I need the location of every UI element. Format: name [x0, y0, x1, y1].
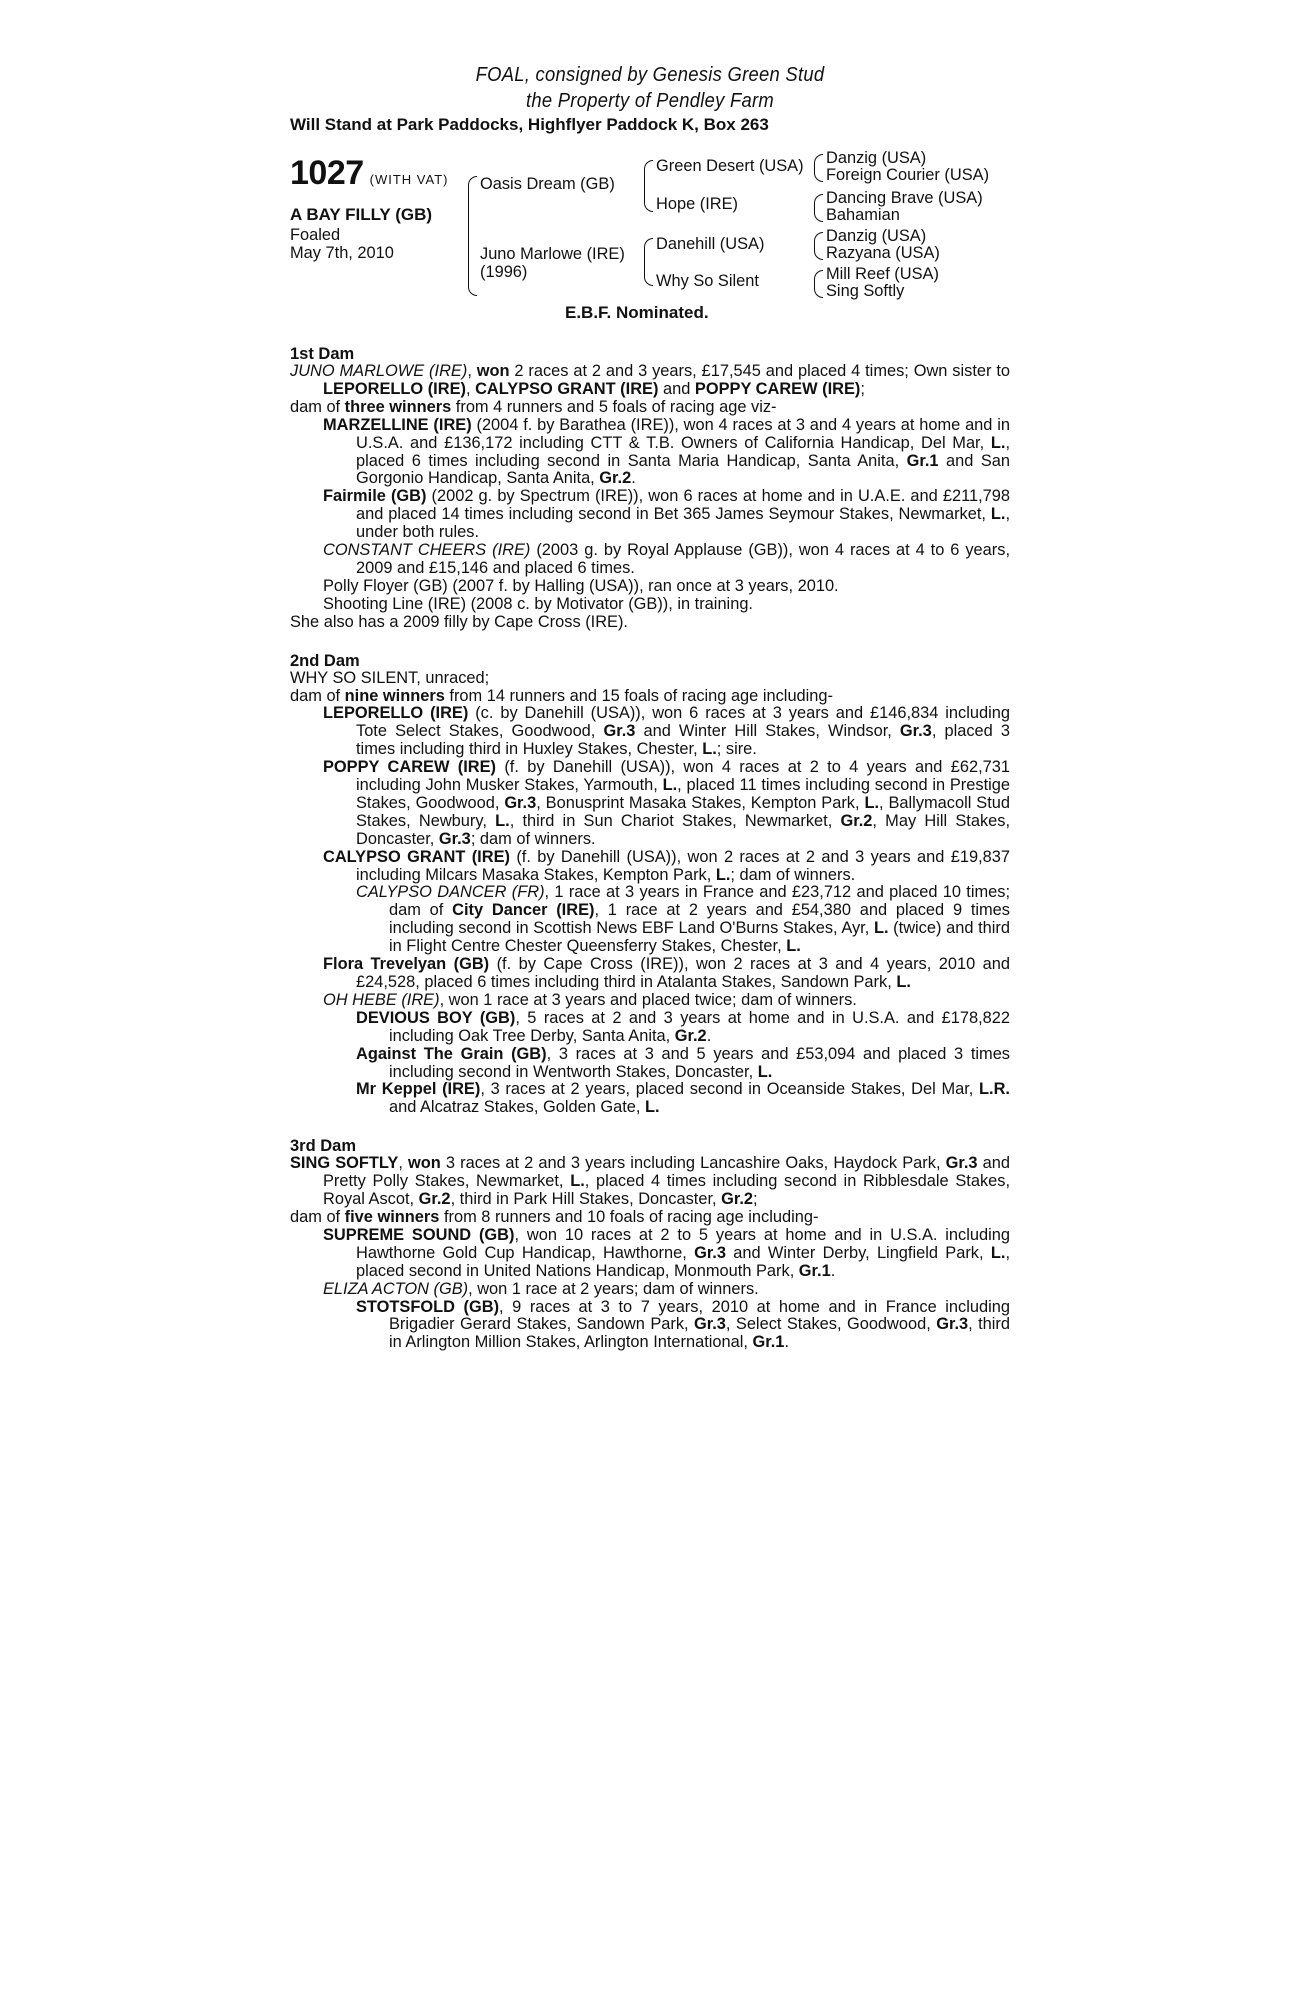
third-dam-section: [290, 1137, 1010, 1352]
text: and Pretty Polly Stakes, Newmarket,: [323, 1154, 1010, 1191]
horse-name: SING SOFTLY: [290, 1154, 399, 1173]
text: , 3 races at 2 years, placed second in Oceanside Stakes, Del Mar,: [480, 1080, 980, 1099]
ebf-nominated: E.B.F. Nominated.: [565, 303, 709, 322]
text: , Select Stakes, Goodwood,: [725, 1315, 937, 1334]
text: (twice) and third in Flight Centre Chester Queensferry Stakes, Chester,: [389, 919, 1010, 956]
progeny-constant-cheers: [290, 542, 1010, 578]
lot-name: A BAY FILLY (GB): [290, 205, 433, 224]
horse-name: MARZELLINE (IRE): [323, 415, 472, 434]
grade: L.: [702, 740, 717, 759]
progeny-oh-hebe: [290, 992, 1010, 1010]
text: (f. by Danehill (USA)), won 4 races at 2 to 4 years and £62,731 including John Musker Stakes, Yarmouth,: [356, 758, 1010, 795]
horse-name: OH HEBE (IRE): [323, 990, 440, 1009]
text: , third in Sun Chariot Stakes, Newmarket,: [509, 811, 841, 830]
second-dam-summary: [290, 670, 1010, 688]
text: , 3 races at 3 and 5 years and £53,094 and placed 3 times including second in Wentworth Stakes, Doncaster,: [389, 1044, 1011, 1081]
text: , Ballymacoll Stud Stakes, Newbury,: [356, 793, 1010, 830]
horse-name: DEVIOUS BOY (GB): [356, 1008, 516, 1027]
horse-name: CONSTANT CHEERS (IRE): [323, 541, 531, 560]
grade: Gr.2: [674, 1026, 707, 1045]
text: , won 1 race at 2 years; dam of winners.: [468, 1279, 759, 1298]
first-dam-produce-summary: [290, 399, 1010, 417]
text: ,: [467, 362, 477, 380]
third-dam-heading: 3rd Dam: [290, 1137, 357, 1156]
text: , won 10 races at 2 to 5 years at home and in U.S.A. including Hawthorne Gold Cup Handicap, Hawthorne,: [356, 1225, 1010, 1262]
grade: L.: [990, 1243, 1006, 1262]
text: 3 races at 2 and 3 years including Lancashire Oaks, Haydock Park,: [440, 1154, 946, 1173]
progeny-flora-trevelyan: [290, 956, 1010, 992]
won-label: won: [408, 1154, 441, 1173]
horse-name: Mr Keppel (IRE): [356, 1080, 481, 1099]
grade: Gr.1: [798, 1261, 831, 1280]
second-dam-produce-summary: [290, 688, 1010, 706]
dam-year: (1996): [480, 263, 528, 281]
horse-name: POPPY CAREW (IRE): [694, 379, 861, 398]
text: WHY SO SILENT, unraced;: [290, 668, 490, 687]
dam-sire: Danehill (USA): [656, 235, 765, 253]
horse-name: LEPORELLO (IRE): [323, 704, 469, 723]
grade: Gr.2: [721, 1190, 754, 1209]
grade: Gr.1: [906, 451, 939, 470]
text: ; dam of winners.: [730, 865, 856, 884]
progeny-shooting-line: [290, 596, 1010, 614]
first-dam-note: [290, 614, 1010, 632]
dam-dam: Why So Silent: [656, 272, 759, 290]
grade: L.: [990, 505, 1006, 524]
progeny-calypso-grant: [290, 849, 1010, 885]
grade: Gr.3: [694, 1243, 726, 1262]
text: (2002 g. by Spectrum (IRE)), won 6 races at home and in U.A.E. and £211,798 and placed 14 times including second in Bet 365 James Seymour Stakes, Newmarket,: [356, 487, 1010, 524]
lot-number-line: [290, 156, 448, 190]
progeny-fairmile: [290, 488, 1010, 542]
grade: L.: [873, 919, 889, 938]
text: and: [658, 379, 695, 398]
second-dam-section: [290, 652, 1010, 1118]
text: She also has a 2009 filly by Cape Cross (IRE).: [290, 612, 628, 631]
gg1: Danzig (USA): [826, 149, 927, 167]
text: (c. by Danehill (USA)), won 6 races at 3 years and £146,834 including Tote Select Stakes, Goodwood,: [356, 704, 1010, 741]
text: from 4 runners and 5 foals of racing age viz-: [451, 397, 777, 416]
text: , May Hill Stakes, Doncaster,: [356, 811, 1010, 848]
text: 2 races at 2 and 3 years, £17,545 and placed 4 times; Own sister to: [509, 362, 1011, 380]
sire-dam: Hope (IRE): [656, 195, 738, 213]
text: dam of: [290, 1207, 345, 1226]
brace-gg1: [814, 154, 823, 182]
progeny-against-the-grain: [290, 1046, 1010, 1082]
text: .: [784, 1333, 789, 1352]
text: and Alcatraz Stakes, Golden Gate,: [389, 1098, 646, 1117]
gg8: Sing Softly: [826, 282, 905, 300]
sire-sire: Green Desert (USA): [656, 157, 804, 175]
horse-name: Fairmile (GB): [323, 487, 427, 506]
text: , third in Arlington Million Stakes, Arlington International,: [389, 1315, 1010, 1352]
text: .: [631, 469, 636, 488]
brace-dam: [644, 238, 653, 286]
grade: Gr.3: [603, 722, 636, 741]
grade: L.: [757, 1062, 773, 1081]
grade: Gr.3: [945, 1154, 978, 1173]
text: , 1 race at 3 years in France and £23,712 and placed 10 times; dam of: [389, 883, 1011, 920]
grade: L.: [786, 937, 801, 956]
text: ,: [465, 379, 476, 398]
text: and San Gorgonio Handicap, Santa Anita,: [356, 451, 1010, 488]
horse-name: POPPY CAREW (IRE): [323, 758, 497, 777]
grade: L.: [495, 811, 510, 830]
text: Shooting Line (IRE) (2008 c. by Motivator (GB)), in training.: [323, 594, 753, 613]
text: (f. by Cape Cross (IRE)), won 2 races at 3 and 4 years, 2010 and £24,528, placed 6 times including third in Atalanta Stakes, Sandown Park,: [356, 955, 1010, 991]
won-label: won: [476, 362, 510, 380]
gg6: Razyana (USA): [826, 244, 940, 262]
text: .: [706, 1026, 712, 1045]
text: (2004 f. by Barathea (IRE)), won 4 races at 3 and 4 years at home and in U.S.A. and £136,172 including CTT & T.B. Owners of California Handicap, Del Mar,: [356, 415, 1010, 452]
text: ; sire.: [716, 740, 757, 759]
progeny-supreme-sound: [290, 1227, 1010, 1281]
grade: Gr.3: [694, 1315, 726, 1334]
dam: Juno Marlowe (IRE): [480, 245, 625, 263]
grade: Gr.1: [752, 1333, 785, 1352]
text: , won 1 race at 3 years and placed twice; dam of winners.: [439, 990, 857, 1009]
progeny-devious-boy: [290, 1010, 1010, 1046]
progeny-leporello: [290, 705, 1010, 759]
grade: L.: [896, 973, 911, 991]
text: , placed 6 times including second in Santa Maria Handicap, Santa Anita,: [356, 433, 1010, 470]
grade: Gr.2: [599, 469, 632, 488]
brace-gg4: [814, 270, 823, 298]
third-dam-produce-summary: [290, 1209, 1010, 1227]
horse-name: ELIZA ACTON (GB): [323, 1279, 469, 1298]
second-dam-heading: 2nd Dam: [290, 651, 360, 670]
vat-label: (WITH VAT): [369, 172, 449, 187]
text: from 8 runners and 10 foals of racing age including-: [439, 1207, 819, 1226]
horse-name: Flora Trevelyan (GB): [323, 955, 490, 974]
grade: L.R.: [979, 1080, 1010, 1099]
grade: L.: [570, 1172, 585, 1191]
grade: Gr.3: [438, 829, 471, 848]
sire: Oasis Dream (GB): [480, 175, 615, 193]
progeny-eliza-acton: [290, 1281, 1010, 1299]
text: dam of: [290, 686, 345, 705]
text: , 9 races at 3 to 7 years, 2010 at home and in France including Brigadier Gerard Stakes, Sandown Park,: [389, 1297, 1010, 1334]
gg4: Bahamian: [826, 206, 900, 224]
winners-count: three winners: [344, 397, 452, 416]
brace-gg3: [814, 232, 823, 260]
grade: L.: [990, 433, 1006, 452]
text: .: [830, 1261, 836, 1280]
progeny-poppy-carew: [290, 759, 1010, 849]
foaled-label: Foaled: [290, 226, 341, 244]
horse-name: SUPREME SOUND (GB): [323, 1225, 515, 1244]
brace-gg2: [814, 194, 823, 222]
text: (f. by Danehill (USA)), won 2 races at 2 and 3 years and £19,837 including Milcars Masaka Stakes, Kempton Park,: [356, 847, 1010, 884]
horse-name: CALYPSO GRANT (IRE): [475, 379, 659, 398]
text: , 5 races at 2 and 3 years at home and in U.S.A. and £178,822 including Oak Tree Derby, Santa Anita,: [389, 1008, 1010, 1045]
grade: Gr.2: [840, 811, 873, 830]
text: , placed 3 times including third in Huxley Stakes, Chester,: [356, 722, 1010, 759]
first-dam-summary: [290, 363, 1010, 399]
lot-number: 1027: [290, 154, 364, 192]
text: and Winter Derby, Lingfield Park,: [725, 1243, 991, 1262]
horse-name: STOTSFOLD (GB): [356, 1297, 500, 1316]
grade: L.: [645, 1098, 660, 1117]
text: from 14 runners and 15 foals of racing age including-: [444, 686, 834, 705]
foaled-date: May 7th, 2010: [290, 244, 394, 262]
header-location: Will Stand at Park Paddocks, Highflyer Paddock K, Box 263: [290, 115, 769, 134]
text: , Bonusprint Masaka Stakes, Kempton Park,: [536, 793, 865, 812]
text: Polly Floyer (GB) (2007 f. by Halling (USA)), ran once at 3 years, 2010.: [323, 576, 839, 595]
grade: L.: [864, 793, 880, 812]
gg7: Mill Reef (USA): [826, 265, 939, 283]
progeny-marzelline: [290, 417, 1010, 489]
text: , under both rules.: [356, 505, 1010, 542]
brace-main: [468, 176, 477, 296]
horse-name: CALYPSO DANCER (FR): [356, 883, 545, 902]
dam-name: JUNO MARLOWE (IRE): [290, 362, 468, 380]
text: (2003 g. by Royal Applause (GB)), won 4 races at 4 to 6 years, 2009 and £15,146 and placed 6 times.: [356, 541, 1010, 577]
header-property: the Property of Pendley Farm: [525, 90, 775, 112]
text: ;: [860, 379, 865, 398]
horse-name: CALYPSO GRANT (IRE): [323, 847, 510, 866]
grade: Gr.3: [936, 1315, 969, 1334]
horse-name: City Dancer (IRE): [452, 901, 595, 920]
grade: Gr.3: [504, 793, 537, 812]
brace-sire: [644, 160, 653, 212]
text: ;: [753, 1190, 758, 1209]
text: , 1 race at 2 years and £54,380 and placed 9 times including second in Scottish News EBF Land O'Burns Stakes, Ayr,: [389, 901, 1010, 938]
foaled-info: [290, 226, 394, 262]
text: , third in Park Hill Stakes, Doncaster,: [450, 1190, 722, 1209]
gg3: Dancing Brave (USA): [826, 189, 983, 207]
horse-name: Against The Grain (GB): [356, 1044, 547, 1063]
grade: Gr.3: [899, 722, 932, 741]
third-dam-summary: [290, 1155, 1010, 1209]
first-dam-section: [290, 345, 1010, 632]
catalogue-page: [290, 62, 1010, 1352]
header-consignor: FOAL, consigned by Genesis Green Stud: [475, 64, 825, 86]
first-dam-heading: 1st Dam: [290, 345, 355, 363]
winners-count: five winners: [344, 1207, 440, 1226]
text: , placed 4 times including second in Ribblesdale Stakes, Royal Ascot,: [323, 1172, 1010, 1209]
text: dam of: [290, 397, 345, 416]
progeny-calypso-dancer: [290, 884, 1010, 956]
gg5: Danzig (USA): [826, 227, 927, 245]
grade: L.: [662, 776, 678, 795]
gg2: Foreign Courier (USA): [826, 166, 990, 184]
progeny-stotsfold: [290, 1299, 1010, 1353]
text: and Winter Hill Stakes, Windsor,: [635, 722, 900, 741]
horse-name: LEPORELLO (IRE): [323, 379, 466, 398]
pedigree-block: [290, 149, 1010, 329]
progeny-mr-keppel: [290, 1081, 1010, 1117]
text: ; dam of winners.: [470, 829, 596, 848]
text: , placed second in United Nations Handicap, Monmouth Park,: [356, 1243, 1010, 1280]
grade: L.: [715, 865, 731, 884]
winners-count: nine winners: [344, 686, 445, 705]
grade: Gr.2: [418, 1190, 451, 1209]
text: , placed 11 times including second in Prestige Stakes, Goodwood,: [356, 776, 1010, 812]
progeny-polly-floyer: [290, 578, 1010, 596]
text: ,: [398, 1154, 409, 1173]
